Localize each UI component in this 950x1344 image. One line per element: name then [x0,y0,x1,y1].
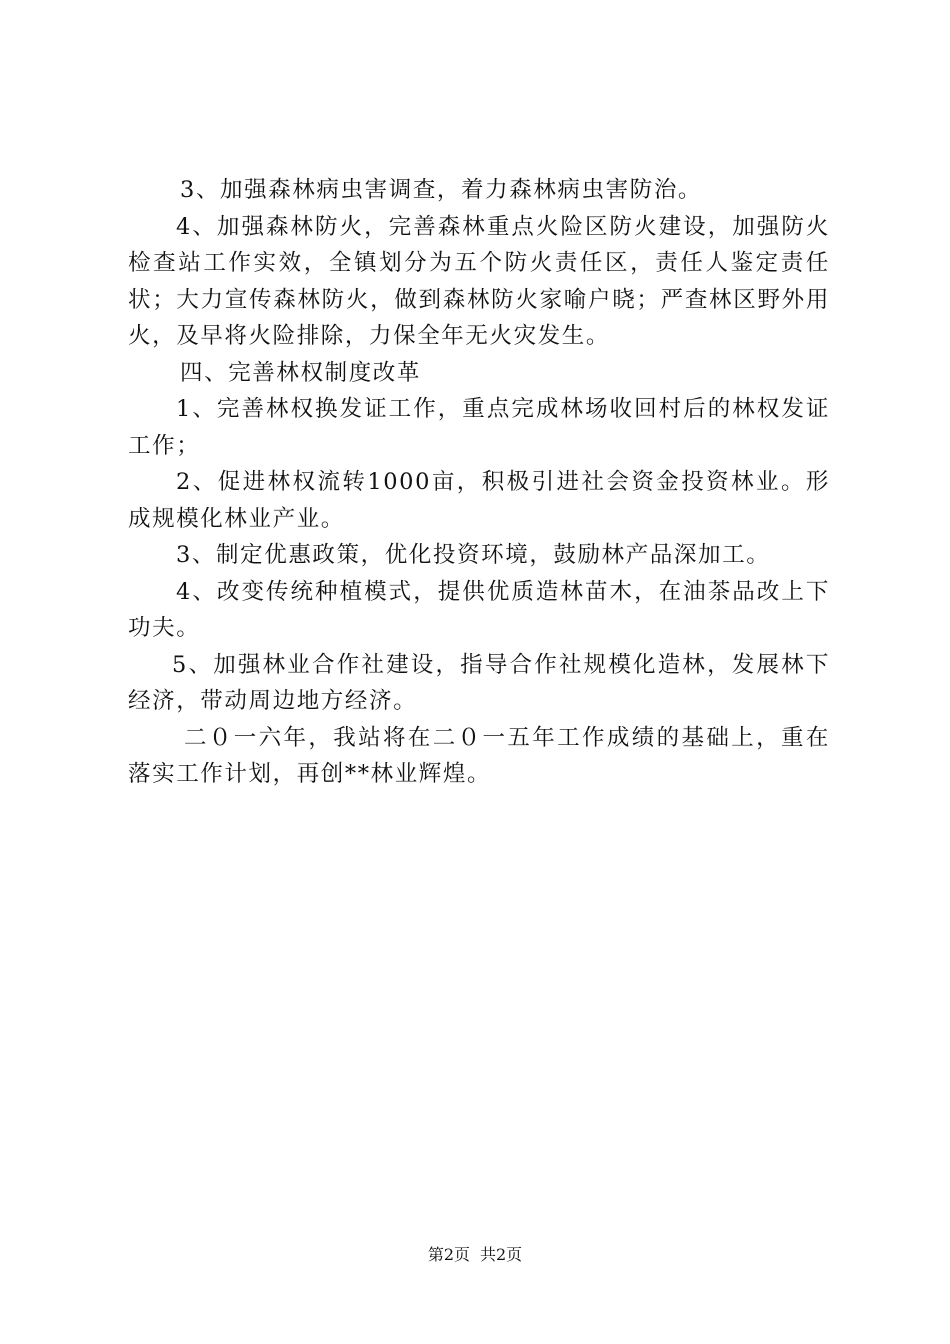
paragraph-pest-control: 3、加强森林病虫害调查，着力森林病虫害防治。 [180,177,703,203]
page-footer [0,1243,950,1267]
section-heading-forest-rights-reform: 四、完善林权制度改革 [180,359,422,386]
paragraph-planting-model: 4、改变传统种植模式，提供优质造林苗木，在油茶品改上下功夫。 [128,578,830,641]
paragraph-certificate-work: 1、完善林权换发证工作，重点完成林场收回村后的林权发证工作； [128,396,830,459]
paragraph-conclusion: 二０一六年，我站将在二０一五年工作成绩的基础上，重在落实工作计划，再创**林业辉煌。 [128,724,830,787]
page-number: 第2页 [427,1245,470,1264]
paragraph-fire-prevention: 4、加强森林防火，完善森林重点火险区防火建设，加强防火检查站工作实效，全镇划分为五个防火责任区，责任人鉴定责任状；大力宣传森林防火，做到森林防火家喻户晓；严查林区野外用火，及早将火险排除，力保全年无火灾发生。 [128,213,830,349]
page-total: 共2页 [480,1245,523,1264]
paragraph-rights-transfer: 2、促进林权流转1000亩，积极引进社会资金投资林业。形成规模化林业产业。 [128,469,830,532]
paragraph-cooperative: 5、加强林业合作社建设，指导合作社规模化造林，发展林下经济，带动周边地方经济。 [128,651,830,714]
document-body [128,172,830,793]
paragraph-preferential-policy: 3、制定优惠政策，优化投资环境，鼓励林产品深加工。 [176,542,771,568]
